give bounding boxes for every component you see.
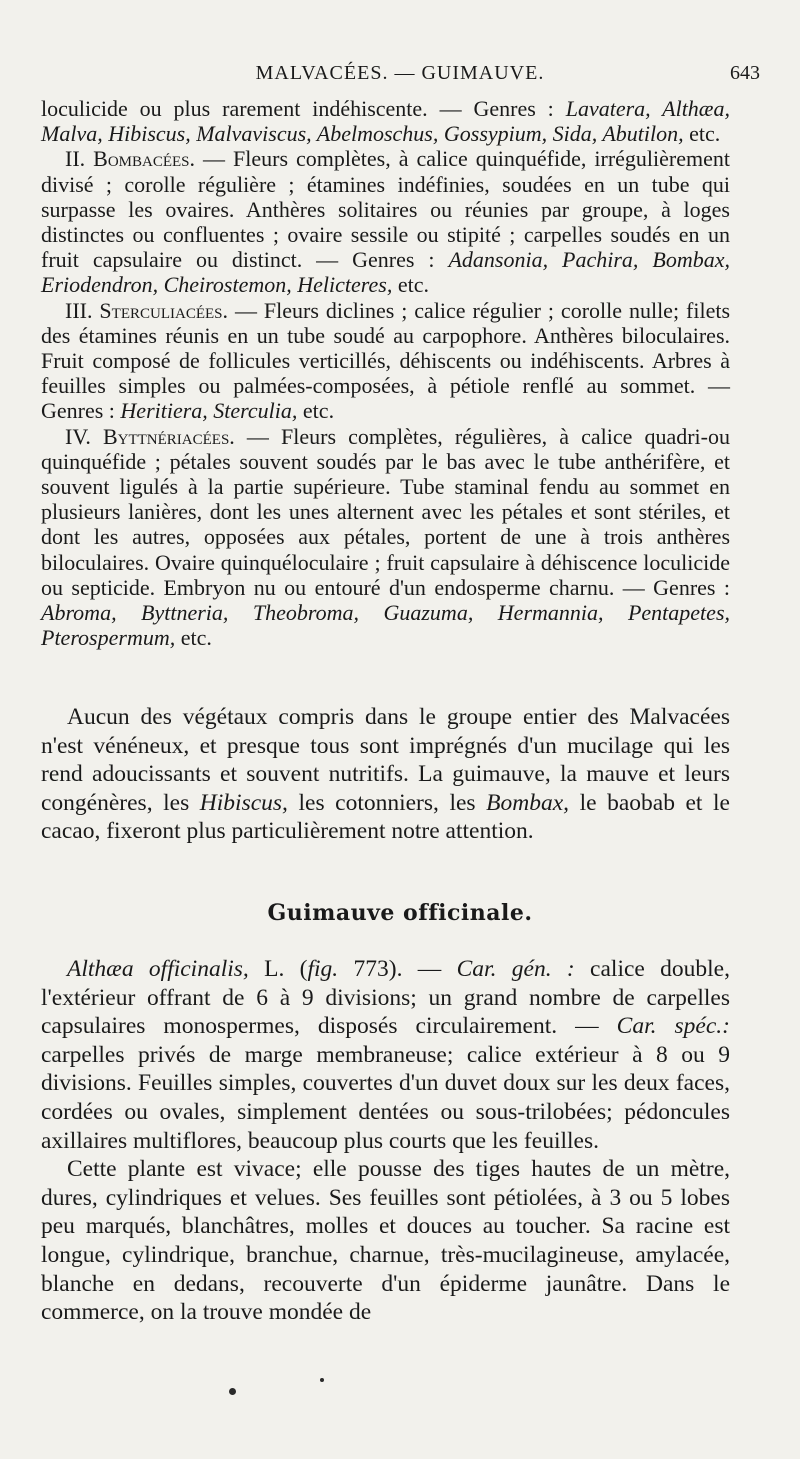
paragraph-text: — Fleurs complètes, à calice quinquéfide, irrégulièrement divisé ; corolle régulière ; étamines indéfinies, soudées en un tube qui surpasse les ovaires. Anthères solitaires ou réunies par groupe, à loges distinctes ou confluentes ; ovaire sessile ou stipité ; carpelles soudés en un fruit capsulaire ou distinct. — Genres : bbox=[41, 146, 730, 273]
label-generic: Car. gén. : bbox=[456, 956, 575, 982]
paragraph-text: 773). — bbox=[338, 956, 457, 982]
running-title: MALVACÉES. — GUIMAUVE. bbox=[255, 62, 545, 84]
section-label: III. Sterculiacées. bbox=[65, 297, 228, 323]
genera-list: Adansonia, Pachira, Bombax, Eriodendron, Cheirostemon, Helicteres, bbox=[41, 247, 730, 298]
paragraph-text: L. ( bbox=[248, 956, 308, 982]
paragraph-text-end: etc. bbox=[683, 121, 721, 147]
paragraph-byttneriacees bbox=[41, 424, 730, 651]
paragraph-text-end: etc. bbox=[392, 272, 429, 298]
paragraph-text-end: etc. bbox=[175, 625, 212, 651]
paragraph-text: le baobab et le cacao, fixeront plus particulièrement notre attention. bbox=[41, 789, 730, 845]
paragraph-text: loculicide ou plus rarement indéhiscente. — Genres : bbox=[41, 96, 566, 121]
paragraph-plant-description: Cette plante est vivace; elle pousse des tiges hautes de un mètre, dures, cylindriques et velues. Ses feuilles sont pétiolées, à 3 ou 5 lobes peu marqués, blanchâtres, molles et douces au toucher. Sa racine est longue, cylindrique, branchue, charnue, très-mucilagineuse, amylacée, blanche en dedans, recouverte d'un épiderme jaunâtre. Dans le commerce, on la trouve mondée de bbox=[41, 1156, 730, 1326]
paragraph-text: carpelles privés de marge membraneuse; calice extérieur à 8 ou 9 divisions. Feuilles simples, couvertes d'un duvet doux sur les deux faces, cordées ou ovales, simplement dentées ou sous-trilobées; pédoncules axillaires multiflores, beaucoup plus courts que les feuilles. bbox=[41, 1041, 730, 1154]
section-heading: Guimauve officinale. bbox=[267, 900, 533, 926]
page-number: 643 bbox=[730, 62, 760, 84]
paragraph-text-end: etc. bbox=[297, 398, 335, 424]
genera-list: Abroma, Byttneria, Theobroma, Guazuma, Hermannia, Pentapetes, Pterospermum, bbox=[41, 600, 730, 651]
taxon-name: Hibiscus, bbox=[199, 789, 288, 816]
taxon-name: Bombax, bbox=[486, 789, 570, 816]
paragraph-sterculiacees bbox=[41, 298, 730, 424]
ink-speck bbox=[229, 1388, 236, 1395]
paragraph-overview bbox=[41, 703, 730, 846]
paragraph-text: les cotonniers, les bbox=[287, 789, 487, 816]
malvaceae-overview bbox=[41, 703, 730, 846]
ink-speck bbox=[320, 1378, 324, 1382]
paragraph-text: Aucun des végétaux compris dans le groupe entier des Malvacées n'est vénéneux, et presque tous sont imprégnés d'un mucilage qui les rend adoucissants et souvent nutritifs. La guimauve, la mauve et leurs congénères, les bbox=[41, 704, 730, 816]
paragraph-text: — Fleurs diclines ; calice régulier ; corolle nulle; filets des étamines réunis en un tube soudé au carpophore. Anthères biloculaires. Fruit composé de follicules verticillés, déhiscents ou indéhiscents. Arbres à feuilles simples ou palmées-composées, à pétiole renflé au sommet. — Genres : bbox=[41, 297, 731, 424]
guimauve-description bbox=[41, 955, 730, 1327]
figure-ref: fig. bbox=[307, 956, 339, 982]
paragraph-continuation bbox=[41, 96, 730, 146]
paragraph-text: calice double, l'extérieur offrant de 6 à 9 divisions; un grand nombre de carpelles capsulaires monospermes, disposés circulairement. — bbox=[41, 956, 730, 1040]
paragraph-bombacees bbox=[41, 146, 730, 297]
section-label: II. Bombacées. bbox=[65, 146, 196, 172]
paragraph-characters bbox=[41, 955, 730, 1155]
section-label: IV. Byttnériacées. bbox=[65, 423, 235, 449]
paragraph-text: — Fleurs complètes, régulières, à calice quadri-ou quinquéfide ; pétales souvent soudés par le bas avec le tube anthérifère, et souvent ligulés à la partie supérieure. Tube staminal fendu au sommet en plusieurs lanières, dont les unes alternent avec les pétales et sont stériles, et dont les autres, opposées aux pétales, portent de une à trois anthères biloculaires. Ovaire quinquéloculaire ; fruit capsulaire à déhiscence loculicide ou septicide. Embryon nu ou entouré d'un endosperme charnu. — Genres : bbox=[41, 423, 730, 600]
label-specific: Car. spéc.: bbox=[616, 1013, 730, 1040]
classification-block bbox=[41, 96, 730, 650]
running-head bbox=[40, 58, 760, 88]
genera-list: Lavatera, Althæa, Malva, Hibiscus, Malvaviscus, Abelmoschus, Gossypium, Sida, Abutilon, bbox=[41, 96, 730, 147]
species-name: Althæa officinalis, bbox=[67, 956, 249, 982]
genera-list: Heritiera, Sterculia, bbox=[120, 398, 298, 424]
